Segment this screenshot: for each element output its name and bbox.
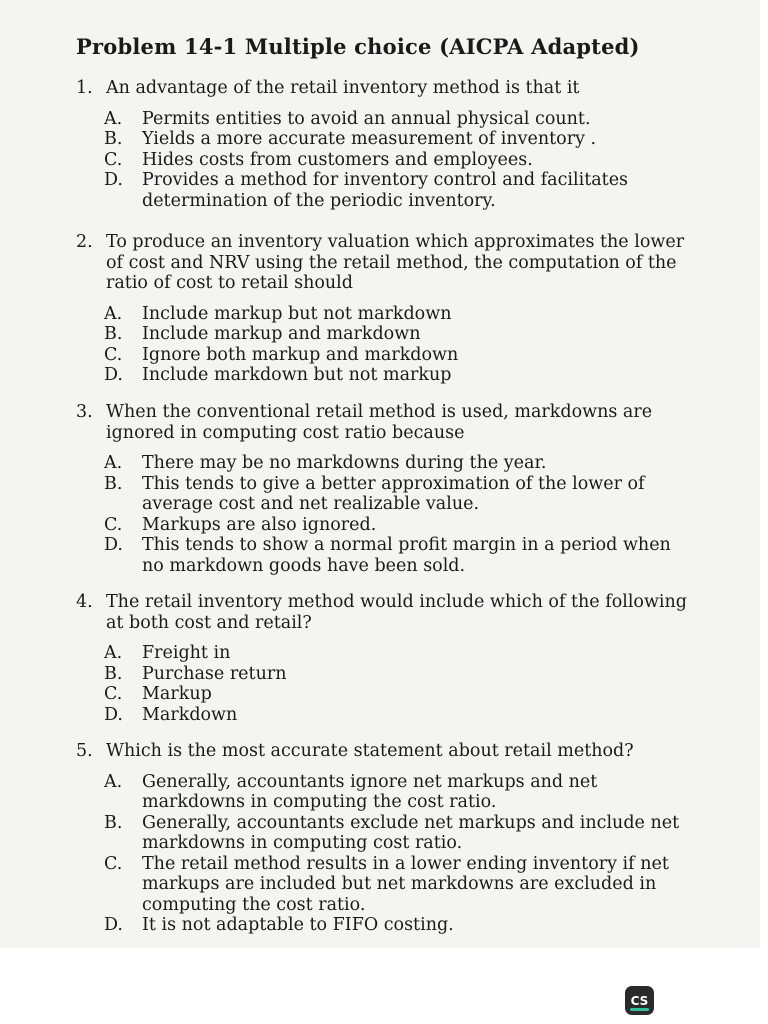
option-text: The retail method results in a lower ending inventory if net markups are included but net markdowns are excluded in computing the cost ratio. <box>142 853 669 915</box>
option-d <box>104 535 694 576</box>
option-list <box>76 109 694 212</box>
option-letter: B. <box>104 663 123 684</box>
option-c <box>104 684 694 705</box>
option-a <box>104 643 694 664</box>
option-text: This tends to give a better approximation of the lower of average cost and net realizable value. <box>142 473 645 514</box>
question-2 <box>76 232 694 386</box>
option-d <box>104 170 694 211</box>
option-letter: A. <box>104 771 123 792</box>
option-letter: D. <box>104 915 123 935</box>
option-a <box>104 772 694 813</box>
option-list <box>76 643 694 725</box>
option-b <box>104 324 694 345</box>
option-letter: C. <box>104 514 123 535</box>
option-text: Ignore both markup and markdown <box>142 344 459 365</box>
question-4 <box>76 592 694 725</box>
option-text: Permits entities to avoid an annual physical count. <box>142 108 591 129</box>
question-text: To produce an inventory valuation which approximates the lower of cost and NRV using the retail method, the computation of the ratio of cost to retail should <box>106 232 685 293</box>
option-letter: A. <box>104 643 123 663</box>
option-letter: C. <box>104 149 123 170</box>
option-b <box>104 664 694 685</box>
page-title: Problem 14-1 Multiple choice (AICPA Adapted) <box>76 34 640 59</box>
option-a <box>104 453 694 474</box>
option-list <box>76 304 694 386</box>
option-text: Provides a method for inventory control and facilitates determination of the periodic inventory. <box>142 170 629 211</box>
option-letter: D. <box>104 365 123 385</box>
option-c <box>104 150 694 171</box>
option-letter: C. <box>104 684 123 704</box>
option-text: There may be no markdowns during the year. <box>142 453 547 473</box>
option-letter: B. <box>104 473 123 494</box>
option-c <box>104 515 694 536</box>
option-b <box>104 813 694 854</box>
question-number: 5. <box>76 741 93 761</box>
option-b <box>104 129 694 150</box>
option-c <box>104 345 694 366</box>
option-letter: C. <box>104 344 123 365</box>
option-text: Generally, accountants exclude net markups and include net markdowns in computing cost ratio. <box>142 812 680 853</box>
option-text: Markdown <box>142 704 238 725</box>
option-text: Hides costs from customers and employees. <box>142 149 533 170</box>
option-letter: A. <box>104 453 123 473</box>
option-text: It is not adaptable to FIFO costing. <box>142 915 454 935</box>
question-number: 3. <box>76 402 93 422</box>
question-text: An advantage of the retail inventory method is that it <box>106 78 580 98</box>
option-list <box>76 453 694 576</box>
option-text: Markup <box>142 684 212 704</box>
option-a <box>104 304 694 325</box>
option-text: Include markup and markdown <box>142 324 421 344</box>
option-text: This tends to show a normal profit margin in a period when no markdown goods have been sold. <box>142 535 671 576</box>
option-text: Include markup but not markdown <box>142 303 452 324</box>
question-number: 4. <box>76 592 93 612</box>
option-letter: D. <box>104 170 123 190</box>
question-text: When the conventional retail method is used, markdowns are ignored in computing cost ratio because <box>106 402 653 443</box>
option-d <box>104 915 694 936</box>
question-number: 1. <box>76 78 93 98</box>
question-3 <box>76 402 694 576</box>
question-1 <box>76 78 694 211</box>
option-text: Include markdown but not markup <box>142 365 452 385</box>
option-a <box>104 109 694 130</box>
question-text: Which is the most accurate statement about retail method? <box>106 741 634 761</box>
question-number: 2. <box>76 232 93 252</box>
option-text: Markups are also ignored. <box>142 514 377 535</box>
option-letter: D. <box>104 535 123 555</box>
option-letter: B. <box>104 129 123 149</box>
option-d <box>104 705 694 726</box>
option-text: Generally, accountants ignore net markups and net markdowns in computing the cost ratio. <box>142 771 598 812</box>
question-5 <box>76 741 694 936</box>
option-text: Freight in <box>142 643 231 663</box>
option-letter: A. <box>104 303 123 324</box>
option-letter: A. <box>104 108 123 129</box>
question-text: The retail inventory method would include which of the following at both cost and retail? <box>106 592 688 633</box>
option-c <box>104 854 694 916</box>
option-d <box>104 365 694 386</box>
option-b <box>104 474 694 515</box>
option-text: Purchase return <box>142 663 287 684</box>
option-letter: B. <box>104 812 123 833</box>
option-text: Yields a more accurate measurement of inventory . <box>142 129 597 149</box>
option-letter: C. <box>104 853 123 874</box>
camscanner-logo-icon <box>625 986 654 1015</box>
option-list <box>76 772 694 936</box>
logo-text: CS <box>630 993 649 1008</box>
option-letter: D. <box>104 704 123 725</box>
option-letter: B. <box>104 324 123 344</box>
